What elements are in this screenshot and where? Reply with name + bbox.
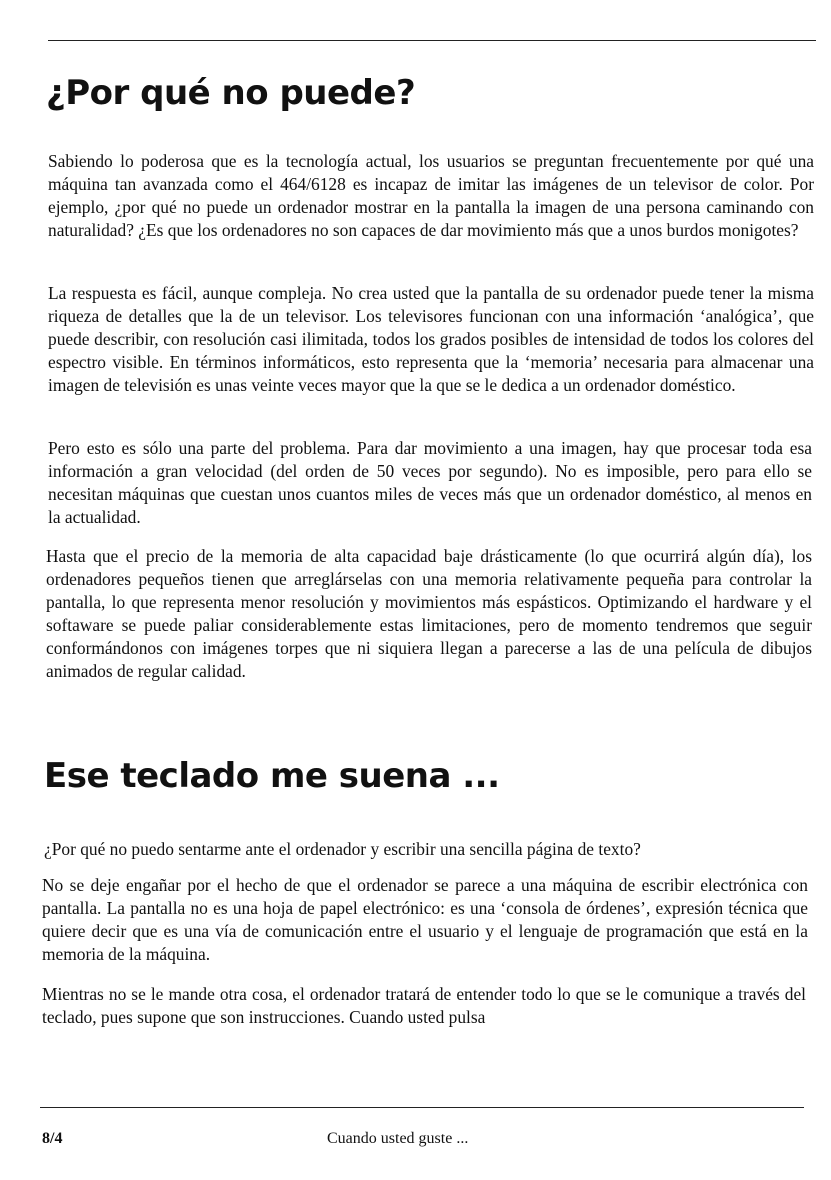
paragraph: Sabiendo lo poderosa que es la tecnología actual, los usuarios se preguntan frecuentemente por qué una máquina tan avanzada como el 464/6128 es incapaz de imitar las imágenes de un televisor de color. Por ejemplo, ¿por qué no puede un ordenador mostrar en la pantalla la imagen de una persona caminando con naturalidad? ¿Es que los ordenadores no son capaces de dar movimiento más que a unos burdos monigotes? bbox=[48, 151, 814, 240]
running-footer-title: Cuando usted guste ... bbox=[327, 1130, 469, 1147]
section-heading-por-que-no-puede: ¿Por qué no puede? bbox=[46, 73, 416, 113]
section-heading-ese-teclado-me-suena: Ese teclado me suena ... bbox=[44, 756, 500, 796]
paragraph: No se deje engañar por el hecho de que el ordenador se parece a una máquina de escribir electrónica con pantalla. La pantalla no es una hoja de papel electrónico: es una ‘consola de órdenes’, expresión técnica que quiere decir que es una vía de comunicación entre el usuario y el lenguaje de programación que está en la memoria de la máquina. bbox=[42, 875, 808, 964]
paragraph: ¿Por qué no puedo sentarme ante el ordenador y escribir una sencilla página de texto? bbox=[44, 839, 641, 859]
page-number: 8/4 bbox=[42, 1130, 63, 1147]
paragraph: Hasta que el precio de la memoria de alta capacidad baje drásticamente (lo que ocurrirá algún día), los ordenadores pequeños tienen que arreglárselas con una memoria relativamente pequeña para controlar la pantalla, lo que representa menor resolución y movimientos más espásticos. Optimizando el hardware y el softaware se puede paliar considerablemente estas limitaciones, pero de momento tendremos que seguir conformándonos con imágenes torpes que ni siquiera llegan a parecerse a las de una película de dibujos animados de regular calidad. bbox=[46, 546, 812, 681]
paragraph: Mientras no se le mande otra cosa, el ordenador tratará de entender todo lo que se le comunique a través del teclado, pues supone que son instrucciones. Cuando usted pulsa bbox=[42, 984, 806, 1027]
paragraph: Pero esto es sólo una parte del problema. Para dar movimiento a una imagen, hay que procesar toda esa información a gran velocidad (del orden de 50 veces por segundo). No es imposible, pero para ello se necesitan máquinas que cuestan unos cuantos miles de veces más que un ordenador doméstico, al menos en la actualidad. bbox=[48, 438, 812, 527]
paragraph: La respuesta es fácil, aunque compleja. No crea usted que la pantalla de su ordenador puede tener la misma riqueza de detalles que la de un televisor. Los televisores funcionan con una información ‘analógica’, que puede describir, con resolución casi ilimitada, todos los grados posibles de intensidad de todos los colores del espectro visible. En términos informáticos, esto representa que la ‘memoria’ necesaria para almacenar una imagen de televisión es unas veinte veces mayor que la que se le dedica a un ordenador doméstico. bbox=[48, 283, 814, 395]
top-rule bbox=[48, 40, 816, 41]
bottom-rule bbox=[40, 1107, 804, 1108]
